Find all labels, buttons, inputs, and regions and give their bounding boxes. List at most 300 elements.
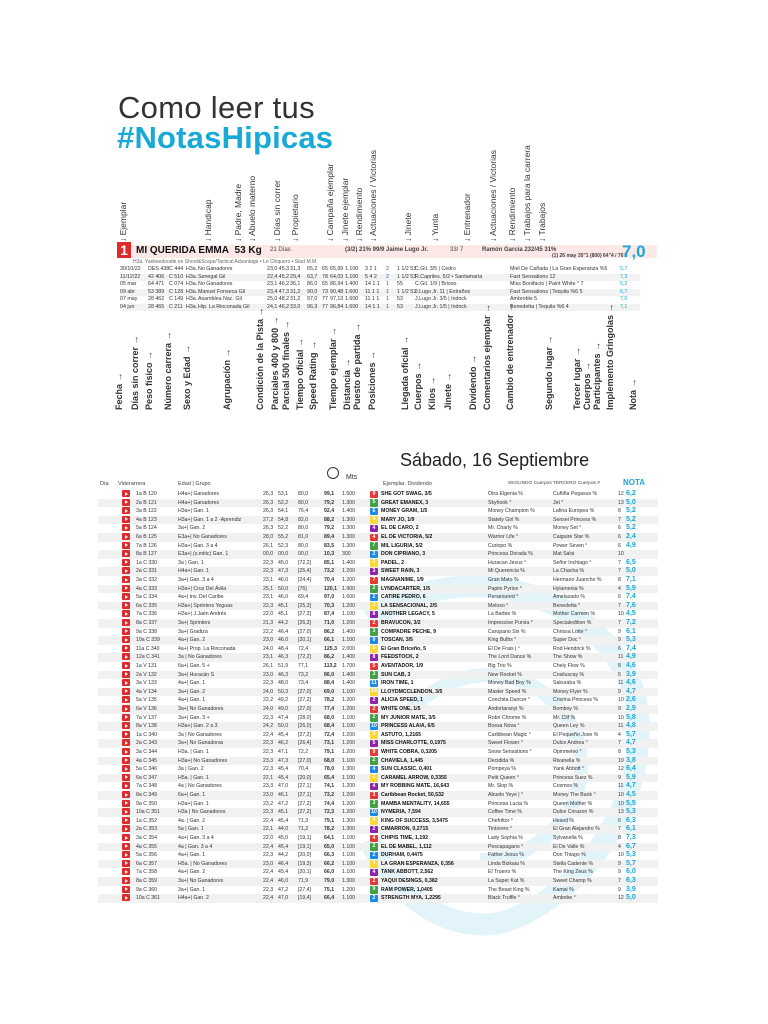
bottom-label: Número carrera → xyxy=(163,331,173,410)
pp-p: 1 1/2 53 xyxy=(397,288,417,295)
cell-cls: 6a+| Gan. 1 xyxy=(178,792,206,798)
video-play-icon[interactable] xyxy=(122,757,130,764)
header-winner: Ejemplar. Dividendo xyxy=(383,481,432,487)
video-play-icon[interactable] xyxy=(122,791,130,798)
table-row xyxy=(98,679,658,688)
winner-position: 3 xyxy=(370,671,378,679)
cell-p4: 26,3 xyxy=(263,491,274,497)
pp-dist: C 149 xyxy=(169,296,184,302)
table-row xyxy=(98,800,658,809)
participants: 10 xyxy=(618,611,624,618)
video-play-icon[interactable] xyxy=(122,748,130,755)
cell-cls: 3a+| Gan. 1 xyxy=(178,886,206,893)
table-row xyxy=(98,791,658,800)
video-play-icon[interactable] xyxy=(122,662,130,669)
video-play-icon[interactable] xyxy=(122,688,130,695)
pp-date: 07 may xyxy=(120,296,138,302)
cell-p8: 52,2 xyxy=(278,499,289,506)
cell-p8: 47,2 xyxy=(278,800,289,807)
top-label: ↓ Yunta xyxy=(430,213,440,242)
pp-comment: Miss Bonifacio | Paint White ° 7 xyxy=(510,281,584,287)
cell-tof: 81,0 xyxy=(298,534,309,540)
cell-race: 3a C 344 xyxy=(136,749,158,755)
video-play-icon[interactable] xyxy=(122,533,130,540)
cell-cls: H4a+| Gan. 1 xyxy=(178,568,209,575)
cell-mts: 1.100 xyxy=(342,688,355,695)
winner-horse: DURHAM, 0,4475 xyxy=(381,852,423,859)
cell-p4: 26,3 xyxy=(263,525,274,532)
cell-tof: [24,4] xyxy=(298,577,311,583)
row-nota: 5,9 xyxy=(626,773,636,781)
table-row xyxy=(98,748,658,757)
cell-tof: [27,0] xyxy=(298,628,311,635)
row-nota: 4,7 xyxy=(626,782,636,790)
third-place: Jet ° xyxy=(553,499,564,506)
video-play-icon[interactable] xyxy=(122,851,130,858)
participants: 9 xyxy=(618,628,621,635)
pp-age: H3a. xyxy=(186,303,198,310)
pp-sr: 65 xyxy=(322,281,328,287)
pp-age: H3a. xyxy=(186,288,198,295)
participants: 7 xyxy=(618,559,621,566)
pp-mts: 1.600 xyxy=(345,296,359,302)
cell-te: 87,4 xyxy=(324,611,335,618)
participants: 11 xyxy=(618,654,624,661)
winner-position: 4 xyxy=(370,860,378,868)
second-place: Father Jesus % xyxy=(488,852,525,859)
participants: 8 xyxy=(618,835,621,841)
cell-cls: 3a+| Sprinters xyxy=(178,620,211,626)
video-play-icon[interactable] xyxy=(122,679,130,686)
title-line-1: Como leer tus xyxy=(118,90,315,125)
cell-p8: 45,0 xyxy=(278,559,289,566)
video-play-icon[interactable] xyxy=(122,817,130,824)
cell-p4: 24,2 xyxy=(263,723,274,730)
video-play-icon[interactable] xyxy=(122,585,130,592)
bottom-label: Sexo y Edad → xyxy=(182,344,192,410)
row-nota: 6,7 xyxy=(626,842,636,850)
row-nota: 7,4 xyxy=(626,593,636,601)
second-place: Princesa Dorada % xyxy=(488,551,533,558)
header-day: Día xyxy=(100,481,109,487)
winner-position: 5 xyxy=(370,663,378,671)
horse-trainer: Ramón García 232/45 31% xyxy=(482,247,557,253)
cell-mts: 1.100 xyxy=(342,895,355,902)
participants: 9 xyxy=(618,774,621,781)
cell-mts: 1.300 xyxy=(342,878,355,884)
cell-cls: H5a. | Gan. 1 xyxy=(178,774,209,781)
video-play-icon[interactable] xyxy=(122,636,130,643)
pp-p4: 24,1 46,2 xyxy=(267,303,290,310)
cell-tof: [76] xyxy=(298,585,307,592)
cell-race: 1a C 352 xyxy=(136,817,158,824)
cell-p4: 21,3 xyxy=(263,620,274,626)
video-play-icon[interactable] xyxy=(122,800,130,807)
row-nota: 5,0 xyxy=(626,498,636,506)
cell-p8: 00,0 xyxy=(278,551,289,558)
cell-mts: 1.200 xyxy=(342,697,355,704)
pp-p: 53 xyxy=(397,303,403,310)
cell-race: 4a V 134 xyxy=(136,688,157,695)
table-row xyxy=(98,757,658,766)
third-place: Bomboy % xyxy=(553,706,579,712)
pp-jk: 1 xyxy=(386,281,389,287)
video-play-icon[interactable] xyxy=(122,705,130,712)
third-place: Money The Bank ° xyxy=(553,792,596,798)
cell-mts: 1.200 xyxy=(342,706,355,712)
top-label: ↓ Handicap xyxy=(203,199,213,242)
cell-race: 5a V 135 xyxy=(136,697,157,704)
bottom-label: Cuerpos → xyxy=(582,361,592,410)
cell-mts: 1.100 xyxy=(342,637,355,644)
video-play-icon[interactable] xyxy=(122,886,130,893)
cell-p8: 49,2 xyxy=(278,697,289,704)
cell-race: 7a C 336 xyxy=(136,611,158,618)
video-play-icon[interactable] xyxy=(122,559,130,566)
third-place: Sweet Champ % xyxy=(553,878,592,884)
winner-position: 2 xyxy=(370,852,378,860)
second-place: Caribbean Magic ° xyxy=(488,731,531,738)
video-play-icon[interactable] xyxy=(122,739,130,746)
video-play-icon[interactable] xyxy=(122,765,130,772)
cell-p8: 46,0 xyxy=(278,594,289,601)
cell-cls: 3a+| Gan. 3 a 4 xyxy=(178,577,214,583)
cell-mts: 1.200 xyxy=(342,792,355,798)
cell-p8: 46,0 xyxy=(278,577,289,583)
pp-comment: Fast Sensations 12 xyxy=(510,273,556,280)
cell-tof: [27,2] xyxy=(298,731,311,738)
pp-dist: C 211 xyxy=(169,303,183,310)
pp-sr: 73 xyxy=(322,288,328,295)
header-age-group: Edad | Grupo xyxy=(178,481,211,487)
cell-te: 66,1 xyxy=(324,637,335,644)
table-row xyxy=(98,524,658,533)
video-play-icon[interactable] xyxy=(122,567,130,574)
third-place: Dulce Corazon % xyxy=(553,809,594,816)
cell-race: 8a V 138 xyxy=(136,723,157,730)
cell-race: 9a C 338 xyxy=(136,628,158,635)
cell-te: 70,3 xyxy=(324,602,335,609)
cell-race: 7a C 348 xyxy=(136,783,158,790)
cell-mts: 1.200 xyxy=(342,568,355,575)
pp-p4: 23,4 47,3 xyxy=(267,288,290,295)
video-play-icon[interactable] xyxy=(122,868,130,875)
cell-cls: 6a+| Gan. 5 + xyxy=(178,663,210,669)
video-play-icon[interactable] xyxy=(122,834,130,841)
third-place: Chrissa Lotte ° xyxy=(553,628,588,635)
cell-tof: [25,3] xyxy=(298,602,311,609)
cell-cls: 4a. | Gan. 2 xyxy=(178,817,206,824)
pp-tof: 97,0 xyxy=(307,296,318,302)
video-play-icon[interactable] xyxy=(122,507,130,514)
top-label: ↓ Rendimiento xyxy=(354,187,364,242)
video-play-icon[interactable] xyxy=(122,825,130,832)
winner-position: 7 xyxy=(370,542,378,550)
video-play-icon[interactable] xyxy=(122,619,130,626)
participants: 11 xyxy=(618,783,624,790)
cell-p4: 26,3 xyxy=(263,508,274,515)
bottom-label: Llegada oficial → xyxy=(400,335,410,410)
cell-te: 78,0 xyxy=(324,766,335,773)
video-play-icon[interactable] xyxy=(122,731,130,738)
third-place: Super Doc ° xyxy=(553,637,582,644)
winner-position: 2 xyxy=(370,585,378,593)
row-nota: 5,9 xyxy=(626,584,636,592)
pp-track: 42 406 xyxy=(148,273,165,280)
pp-jk: 2 xyxy=(386,273,389,280)
video-play-icon[interactable] xyxy=(122,894,130,901)
row-nota: 7,1 xyxy=(626,576,636,583)
winner-position: 4 xyxy=(370,869,378,877)
winner-position: 3 xyxy=(370,568,378,576)
second-place: Curiopo % xyxy=(488,542,513,549)
cell-p8: 47,3 xyxy=(278,757,289,764)
cell-race: 6a B 125 xyxy=(136,534,157,540)
cell-te: 77,4 xyxy=(324,706,335,712)
third-place: Ambobe ° xyxy=(553,895,576,902)
header-nota: NOTA xyxy=(623,478,646,487)
top-label: ↓ Jinete ejemplar xyxy=(340,177,350,242)
cell-tof: 80,0 xyxy=(298,499,309,506)
winner-position: 4 xyxy=(370,534,378,542)
cell-race: 1a C 340 xyxy=(136,731,158,738)
winner-horse: LA SENSACIONAL, 2/5 xyxy=(381,602,438,609)
third-place: Mother Carmen % xyxy=(553,611,596,618)
cell-te: 73,2 xyxy=(324,792,335,798)
cell-p4: 24,0 xyxy=(263,706,274,712)
cell-mts: 1.100 xyxy=(342,757,355,764)
third-place: Cuñiña Pegasus % xyxy=(553,491,598,497)
video-play-icon[interactable] xyxy=(122,782,130,789)
winner-position: 2 xyxy=(370,843,378,851)
video-play-icon[interactable] xyxy=(122,722,130,729)
horse-name xyxy=(136,245,262,256)
horse-works: (1) 26 may 35"1 (800) 64"4 / 76'4 xyxy=(552,253,628,259)
cell-te: 125,3 xyxy=(324,645,337,652)
winner-horse: PRINCESS ALAIA, 6/5 xyxy=(381,723,435,730)
table-row xyxy=(98,860,658,869)
video-play-icon[interactable] xyxy=(122,593,130,600)
bottom-label: Speed Rating → xyxy=(308,340,318,410)
cell-cls: H3a+| J.Jaén Andrés xyxy=(178,611,227,618)
cell-te: 79,0 xyxy=(324,878,335,884)
row-nota: 4,8 xyxy=(626,722,636,730)
cell-p4: 23,0 xyxy=(263,792,274,798)
cell-mts: 1.200 xyxy=(342,740,355,747)
winner-horse: SHE GOT SWAG, 3/5 xyxy=(381,491,432,497)
winner-horse: MAGNANIME, 1/9 xyxy=(381,577,424,583)
table-row xyxy=(98,567,658,576)
cell-race: 4a C 355 xyxy=(136,843,158,850)
cell-mts: 1.200 xyxy=(342,809,355,816)
cell-p4: 26,1 xyxy=(263,663,274,669)
table-row xyxy=(98,516,658,525)
pp-p4: 23,1 46,2 xyxy=(267,281,290,287)
cell-p4: 27,2 xyxy=(263,516,274,523)
cell-tof: [27,1] xyxy=(298,783,311,790)
cell-mts: 1.300 xyxy=(342,525,355,532)
pp-p: 53 xyxy=(397,296,403,302)
winner-position: 3 xyxy=(370,792,378,800)
pp-tof: 90,0 xyxy=(307,288,318,295)
cell-cls: 4a+| Gan. 1 xyxy=(178,852,206,859)
winner-horse: MAMBA MENTALITY, 14,655 xyxy=(381,800,450,807)
video-play-icon[interactable] xyxy=(122,774,130,781)
winner-horse: EL DE VICTORIA, 5/2 xyxy=(381,534,433,540)
cell-mts: 1.300 xyxy=(342,534,355,540)
cell-p8: 45,1 xyxy=(278,611,289,618)
video-play-icon[interactable] xyxy=(122,524,130,531)
participants: 7 xyxy=(618,568,621,575)
cell-p4: 22,3 xyxy=(263,559,274,566)
cell-mts: 1.100 xyxy=(342,869,355,876)
cell-cls: 3a+| Gan. 3 + xyxy=(178,714,210,721)
video-play-icon[interactable] xyxy=(122,628,130,635)
cell-tof: 70,4 xyxy=(298,766,309,773)
cell-te: 79,1 xyxy=(324,749,335,755)
video-play-icon[interactable] xyxy=(122,877,130,884)
cell-p4: 22,3 xyxy=(263,886,274,893)
cell-cls: E3a+| (s.mitic) Gan. 1 xyxy=(178,551,229,558)
third-place: Cosmos % xyxy=(553,783,579,790)
cell-p8: 47,2 xyxy=(278,886,289,893)
pp-tof: 86,0 xyxy=(307,281,318,287)
pp-p5: 33,0 xyxy=(290,303,301,310)
video-play-icon[interactable] xyxy=(122,671,130,678)
video-play-icon[interactable] xyxy=(122,610,130,617)
table-row xyxy=(98,894,658,903)
cell-mts: 1.100 xyxy=(342,611,355,618)
cell-mts: 1.100 xyxy=(342,774,355,781)
second-place: Mr. Charly % xyxy=(488,525,518,532)
pp-dist: C 510 xyxy=(169,273,184,280)
pp-group: Hip. La Rinconada Gil xyxy=(198,303,250,310)
cell-p8: 45,1 xyxy=(278,809,289,816)
row-nota: 2,9 xyxy=(626,705,636,712)
cell-mts: 1.100 xyxy=(342,852,355,859)
winner-position: 3 xyxy=(370,602,378,610)
pp-dist: C 444 xyxy=(169,266,184,272)
cell-p4: 23,0 xyxy=(263,671,274,678)
winner-position: 9 xyxy=(370,637,378,645)
cell-te: 89,4 xyxy=(324,534,335,540)
pp-group: Manuel Fonseca Gil xyxy=(198,288,246,295)
video-play-icon[interactable] xyxy=(122,696,130,703)
cell-race: 8a C 337 xyxy=(136,620,158,626)
pp-p4: 22,4 45,2 xyxy=(267,273,290,280)
video-play-icon[interactable] xyxy=(122,860,130,867)
video-play-icon[interactable] xyxy=(122,808,130,815)
video-play-icon[interactable] xyxy=(122,499,130,506)
winner-position: 2 xyxy=(370,826,378,834)
row-nota: 6,4 xyxy=(626,765,636,773)
cell-mts: 1.100 xyxy=(342,835,355,841)
video-play-icon[interactable] xyxy=(122,516,130,523)
cell-race: 4a C 333 xyxy=(136,585,158,592)
pp-tof: 63,7 xyxy=(307,273,318,280)
cell-p4: 23,0 xyxy=(263,637,274,644)
participants: 9 xyxy=(618,860,621,867)
winner-horse: TANK ABBOTT, 2,562 xyxy=(381,869,434,876)
cell-te: 78,2 xyxy=(324,826,335,833)
video-play-icon[interactable] xyxy=(122,550,130,557)
cell-te: 79,2 xyxy=(324,525,335,532)
winner-horse: WHITE COBRA, 0,3205 xyxy=(381,749,437,755)
bottom-label: Cuerpos → xyxy=(413,361,423,410)
video-play-icon[interactable] xyxy=(122,490,130,497)
video-play-icon[interactable] xyxy=(122,542,130,549)
pp-jinete: C.Gil. 3/5 | Cedro xyxy=(415,266,456,272)
row-nota: 3,9 xyxy=(626,670,636,678)
winner-position: 2 xyxy=(370,551,378,559)
cell-race: 3a C 332 xyxy=(136,577,158,583)
row-nota: 3,9 xyxy=(626,885,636,893)
video-play-icon[interactable] xyxy=(122,602,130,609)
cell-p8: 45,0 xyxy=(278,835,289,841)
winner-horse: SWEET RAIN, 3 xyxy=(381,568,420,575)
cell-te: 73,1 xyxy=(324,740,335,747)
winner-position: 8 xyxy=(370,611,378,619)
cell-tof: 77,1 xyxy=(298,663,309,669)
table-row xyxy=(98,825,658,834)
table-row xyxy=(98,636,658,645)
cell-p8: 47,4 xyxy=(278,714,289,721)
cell-race: 2a V 132 xyxy=(136,671,157,678)
video-play-icon[interactable] xyxy=(122,653,130,660)
participants: 10 xyxy=(618,792,624,798)
third-place: Benedetta ° xyxy=(553,602,581,609)
winner-horse: SUN CAB, 3 xyxy=(381,671,411,678)
third-place: Power Seven ° xyxy=(553,542,588,549)
cell-race: 8a B 127 xyxy=(136,551,157,558)
cell-p8: 54,1 xyxy=(278,508,289,515)
participants: 7 xyxy=(618,878,621,884)
header-places: SEGUNDO Cuerpos TERCERO Cuerpos # xyxy=(508,481,600,486)
cell-te: 86,2 xyxy=(324,628,335,635)
third-place: Chely Flow % xyxy=(553,663,585,669)
second-place: Master Speed % xyxy=(488,688,527,695)
participants: 6 xyxy=(618,542,621,549)
second-place: Decidida % xyxy=(488,757,515,764)
pp-nota: 6,7 xyxy=(620,288,628,295)
cell-p8: 45,4 xyxy=(278,817,289,824)
cell-race: 8a C 359 xyxy=(136,878,158,884)
cell-p4: 22,3 xyxy=(263,749,274,755)
participants: 10 xyxy=(618,697,624,704)
horse-yunta: 33/ 7 xyxy=(450,247,464,253)
video-play-icon[interactable] xyxy=(122,714,130,721)
winner-position: 9 xyxy=(370,749,378,757)
video-play-icon[interactable] xyxy=(122,843,130,850)
cell-te: 75,1 xyxy=(324,886,335,893)
cell-te: 72,4 xyxy=(324,731,335,738)
cell-te: 68,0 xyxy=(324,757,335,764)
second-place: Linda Bizkaia % xyxy=(488,860,525,867)
participants: 8 xyxy=(618,508,621,515)
video-play-icon[interactable] xyxy=(122,576,130,583)
participants: 10 xyxy=(618,757,624,764)
third-place: Don Thiago % xyxy=(553,852,586,859)
cell-tof: 80,0 xyxy=(298,491,309,497)
pp-p4: 25,0 48,2 xyxy=(267,296,290,302)
winner-position: 2 xyxy=(370,594,378,602)
second-place: Gran Mato % xyxy=(488,577,519,583)
video-play-icon[interactable] xyxy=(122,645,130,652)
row-nota: 6,2 xyxy=(626,490,636,497)
winner-position: 2 xyxy=(370,878,378,886)
bottom-label: Nota → xyxy=(628,378,638,410)
third-place: Kamai % xyxy=(553,886,574,893)
